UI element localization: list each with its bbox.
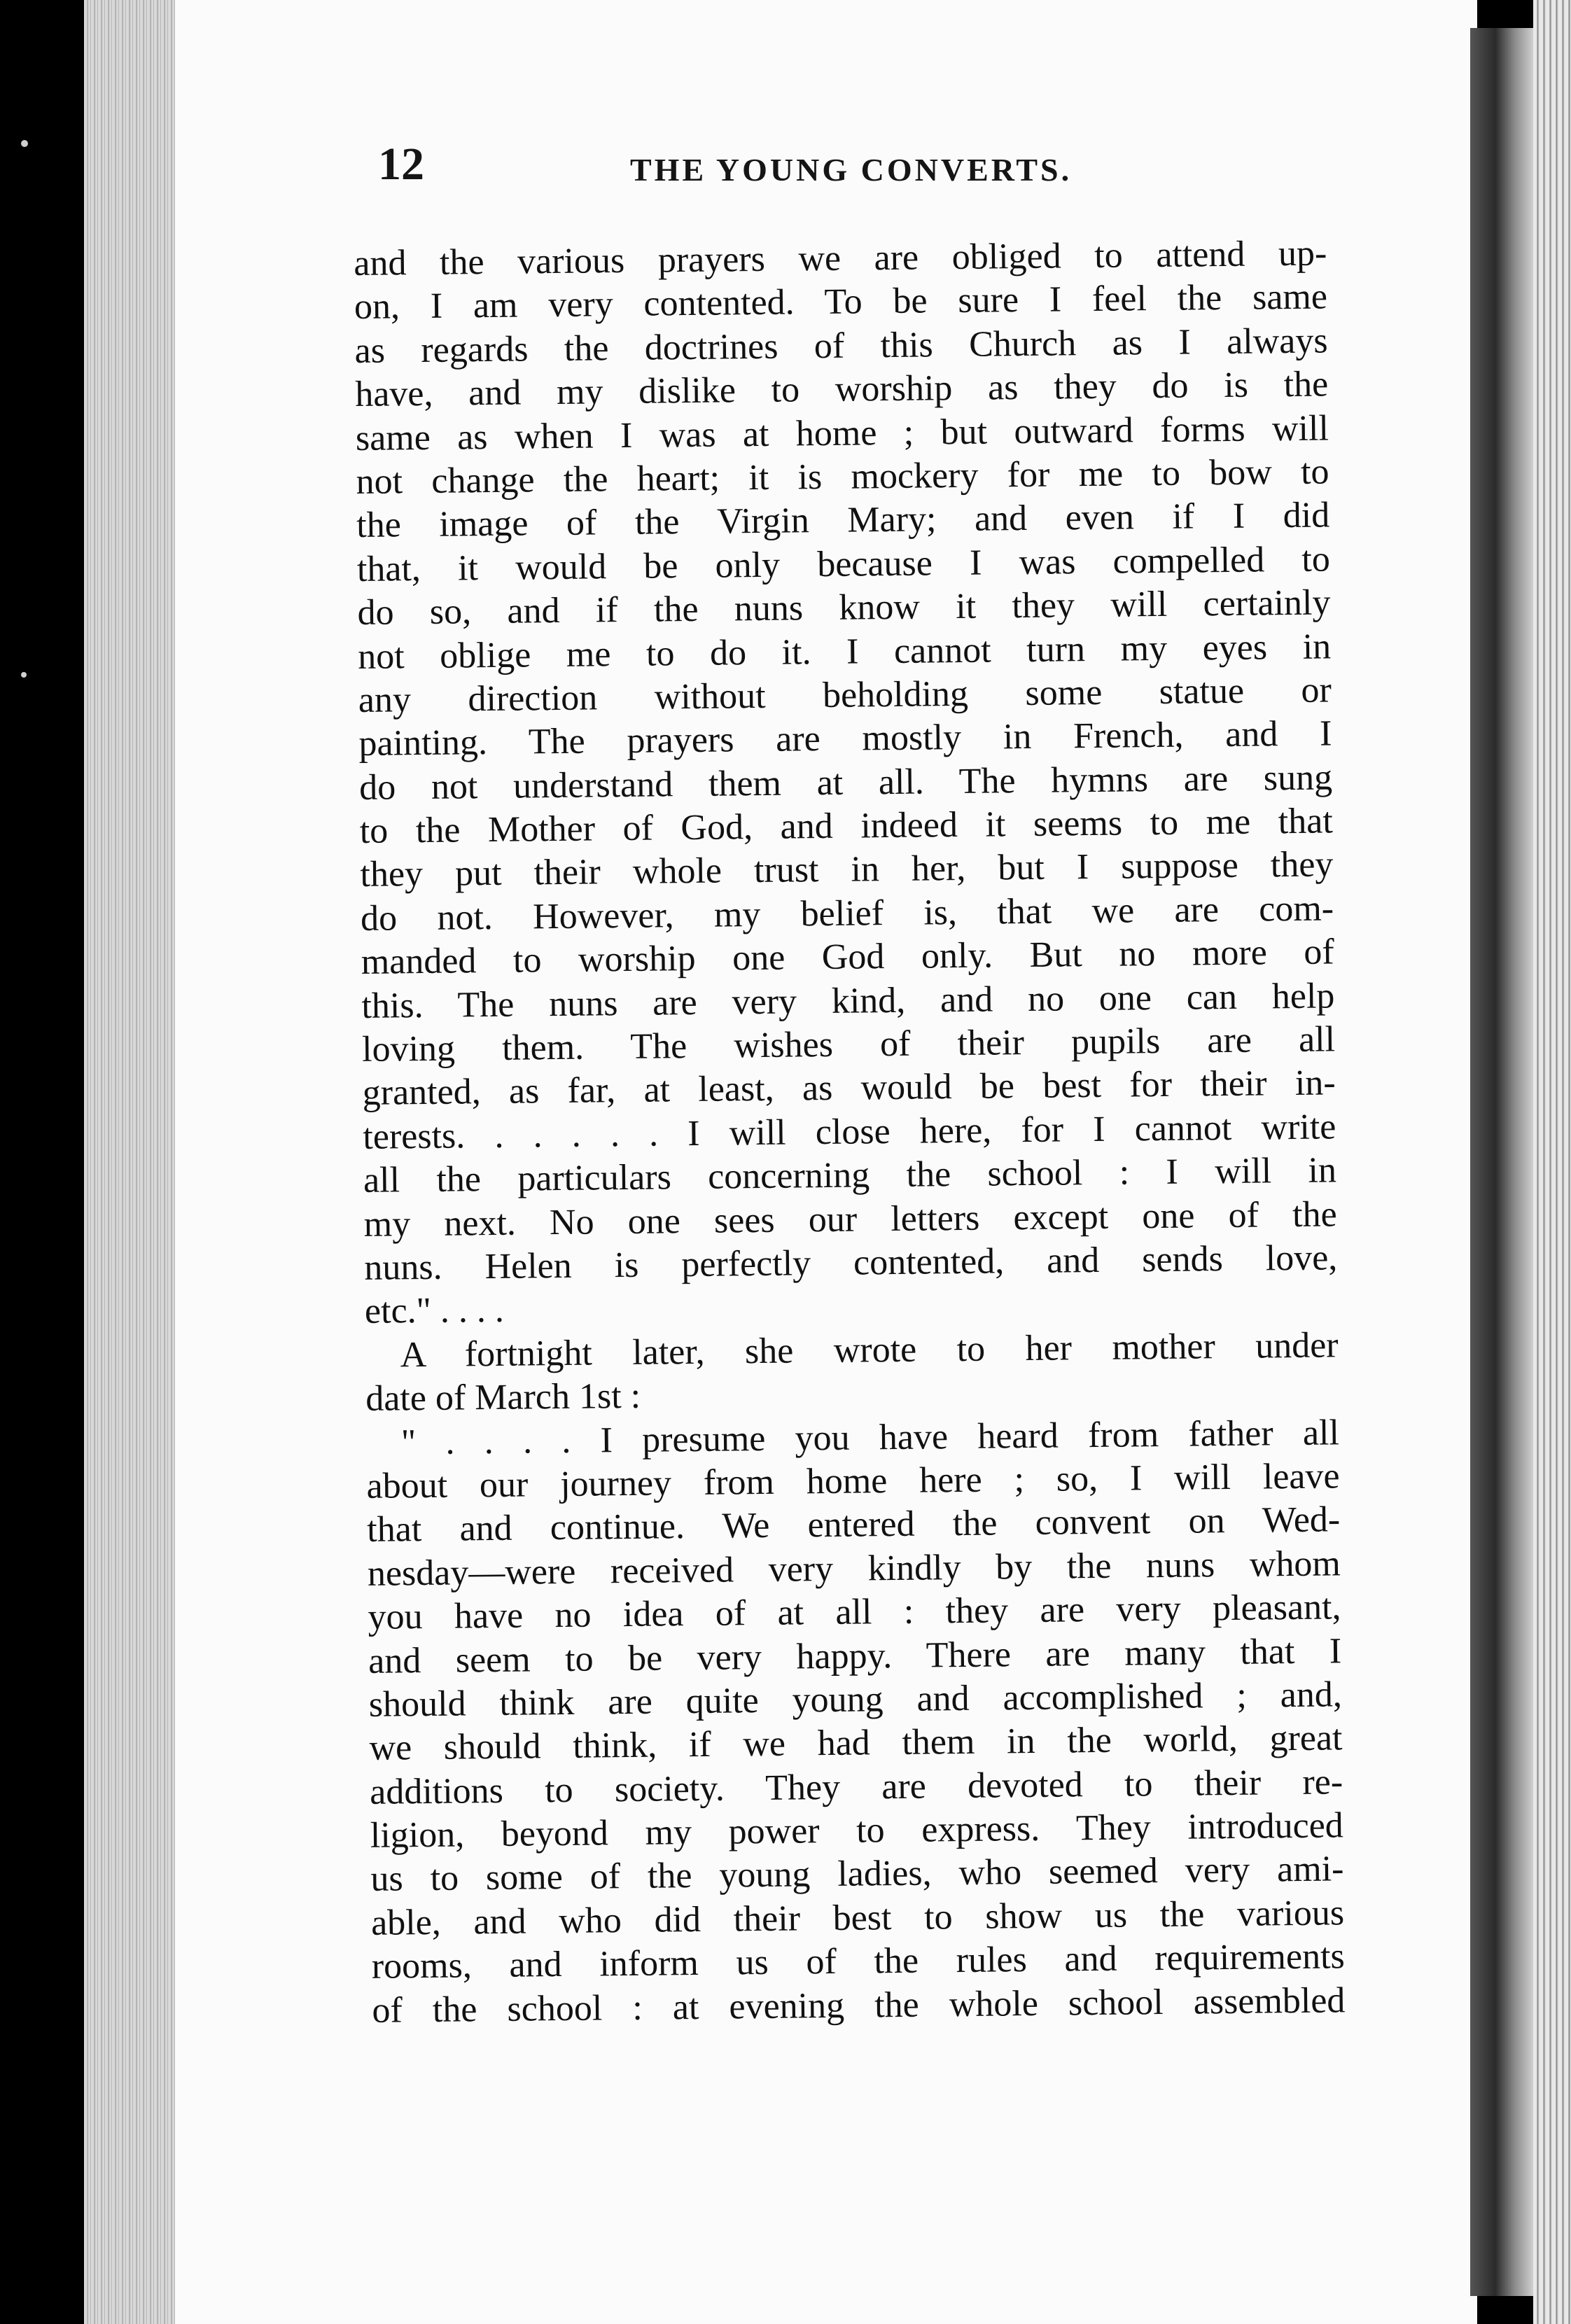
text-line: loving them. The wishes of their pupils are all (361, 1019, 1336, 1070)
text-line: manded to worship one God only. But no more of (361, 932, 1334, 983)
text-line: do not understand them at all. The hymns are sung (358, 757, 1333, 808)
paragraph-first-line: " . . . . I presume you have heard from father all (400, 1412, 1340, 1462)
text-line: painting. The prayers are mostly in French, and I (358, 713, 1332, 764)
text-line: all the particulars concerning the school : I will in (363, 1150, 1337, 1201)
text-line: rooms, and inform us of the rules and requirements (371, 1936, 1346, 1987)
text-line: and seem to be very happy. There are many that I (368, 1630, 1342, 1681)
text-line: that and continue. We entered the convent on Wed- (366, 1499, 1341, 1550)
text-line: do so, and if the nuns know it they will certainly (357, 582, 1331, 634)
text-line: you have no idea of at all : they are very pleasant, (368, 1587, 1341, 1637)
text-line: us to some of the young ladies, who seemed very ami- (370, 1849, 1344, 1900)
right-page-edges (1533, 0, 1571, 2324)
text-line: same as when I was at home ; but outward forms will (355, 407, 1329, 458)
text-line: they put their whole trust in her, but I suppose they (360, 844, 1334, 895)
book-binding-shadow (1470, 28, 1533, 2296)
text-line: nesday—were received very kindly by the nuns whom (367, 1544, 1341, 1594)
text-line: able, and who did their best to show us the various (370, 1893, 1345, 1943)
text-line: about our journey from home here ; so, I will leave (366, 1456, 1340, 1506)
paragraph-first-line: A fortnight later, she wrote to her mother under (400, 1325, 1339, 1376)
page-edges (84, 0, 189, 2324)
running-head (378, 136, 1400, 200)
text-line: have, and my dislike to worship as they do is the (354, 364, 1329, 415)
text-line: should think are quite young and accomplished ; and, (368, 1674, 1343, 1725)
text-line: we should think, if we had them in the world, great (369, 1718, 1343, 1769)
text-line: do not. However, my belief is, that we are com- (360, 888, 1334, 939)
paragraph-end-line: etc." . . . . (364, 1290, 505, 1332)
text-line: terests. . . . . . I will close here, for I cannot write (363, 1107, 1336, 1157)
text-line: of the school : at evening the whole school assembled (372, 1980, 1346, 2031)
text-line: any direction without beholding some statue or (358, 670, 1332, 720)
text-line: granted, as far, at least, as would be best for their in- (362, 1063, 1336, 1114)
text-line: nuns. Helen is perfectly contented, and sends love, (364, 1238, 1338, 1288)
text-line: ligion, beyond my power to express. They introduced (370, 1805, 1344, 1856)
text-line: this. The nuns are very kind, and no one can help (361, 976, 1335, 1026)
text-line: that, it would be only because I was compelled to (356, 539, 1331, 589)
running-title: THE YOUNG CONVERTS. (630, 152, 1073, 188)
page-number: 12 (378, 139, 424, 190)
scan-dust-mark (21, 672, 27, 678)
paragraph-end-line: date of March 1st : (365, 1376, 641, 1420)
scan-dust-mark (21, 140, 28, 147)
body-text (354, 232, 1346, 2032)
text-line: as regards the doctrines of this Church as I always (354, 321, 1328, 371)
text-line: not oblige me to do it. I cannot turn my eyes in (357, 626, 1332, 677)
text-line: the image of the Virgin Mary; and even if I did (356, 495, 1330, 546)
text-line: and the various prayers we are obliged to attend up- (354, 233, 1327, 284)
text-line: additions to society. They are devoted to their re- (369, 1761, 1343, 1812)
text-line: not change the heart; it is mockery for me to bow to (356, 451, 1329, 502)
text-line: my next. No one sees our letters except one of the (363, 1194, 1337, 1245)
text-line: to the Mother of God, and indeed it seems to me that (359, 801, 1334, 852)
text-line: on, I am very contented. To be sure I feel the same (354, 276, 1328, 328)
